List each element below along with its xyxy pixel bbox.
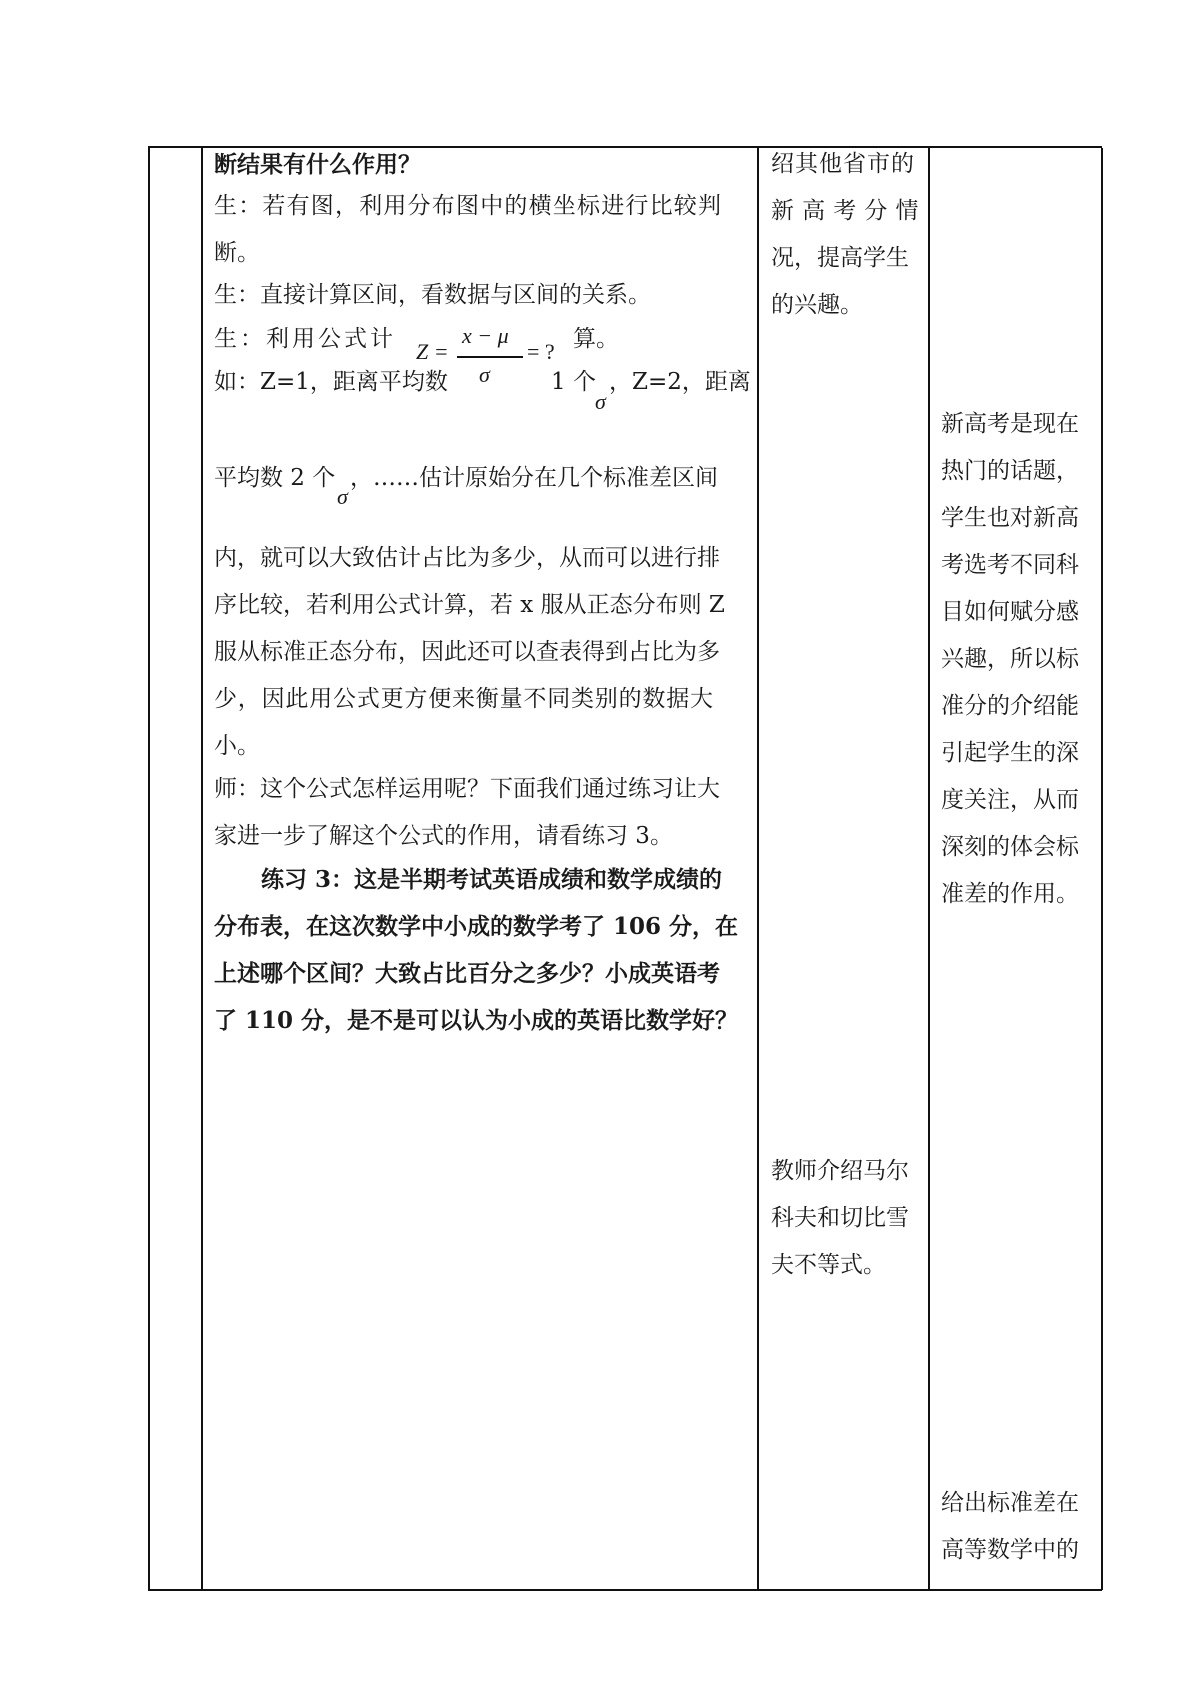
activity-note-1-line-1: 绍其他省市的 <box>771 151 915 177</box>
teacher-line-2: 家进一步了解这个公式的作用，请看练习 3。 <box>214 823 673 849</box>
exercise-3-line-3: 上述哪个区间？大致占比百分之多少？小成英语考 <box>214 960 720 987</box>
fraction-bar <box>457 356 523 358</box>
student-answer-3-suffix: 算。 <box>573 326 619 352</box>
intent-note-1-line-4: 考选考不同科 <box>941 552 1079 578</box>
formula-lhs: Z = <box>416 339 449 364</box>
intent-note-2 <box>941 1480 1096 1574</box>
activity-note-2-line-1: 教师介绍马尔 <box>771 1158 909 1184</box>
student-answer-1-line-1: 生：若有图，利用分布图中的横坐标进行比较判 <box>214 193 723 219</box>
intent-note-2-line-2: 高等数学中的 <box>941 1537 1079 1563</box>
explanation-line-1: 内，就可以大致估计占比为多少，从而可以进行排 <box>214 545 720 571</box>
formula-rhs: = ? <box>527 339 555 364</box>
explanation-line-2: 序比较，若利用公式计算，若 x 服从正态分布则 Z <box>214 592 725 618</box>
intent-note-1-line-1: 新高考是现在 <box>941 411 1079 437</box>
explanation-line-5: 小。 <box>214 733 260 759</box>
explanation-line-3: 服从标准正态分布，因此还可以查表得到占比为多 <box>214 639 720 665</box>
table-border-right <box>1101 148 1103 1590</box>
intent-note-1 <box>941 401 1096 918</box>
activity-note-1 <box>771 141 921 329</box>
table-divider-2 <box>757 148 759 1590</box>
intent-note-1-line-10: 深刻的体会标 <box>941 834 1079 860</box>
activity-note-1-line-3: 况，提高学生 <box>771 245 909 271</box>
student-answer-2: 生：直接计算区间，看数据与区间的关系。 <box>214 282 651 308</box>
intent-note-1-line-8: 引起学生的深 <box>941 740 1079 766</box>
sigma-symbol-2: σ <box>337 484 348 509</box>
exercise-3-line-1: 练习 3：这是半期考试英语成绩和数学成绩的 <box>261 866 723 893</box>
table-border-left <box>148 148 150 1590</box>
example-line-2-a: 平均数 2 个 <box>214 465 336 491</box>
activity-note-1-line-2: 新 高 考 分 情 <box>771 198 919 224</box>
intent-note-1-line-5: 目如何赋分感 <box>941 599 1079 625</box>
question-line: 断结果有什么作用？ <box>214 151 421 178</box>
table-divider-3 <box>928 148 930 1590</box>
table-divider-1 <box>201 148 203 1590</box>
example-line-1-c: ，Z=2，距离 <box>609 369 751 395</box>
formula-numerator: x − μ <box>462 323 509 348</box>
student-answer-1-line-2: 断。 <box>214 240 260 266</box>
formula-denominator: σ <box>479 362 490 387</box>
intent-note-1-line-9: 度关注，从而 <box>941 787 1079 813</box>
intent-note-1-line-6: 兴趣，所以标 <box>941 646 1079 672</box>
intent-note-2-line-1: 给出标准差在 <box>941 1490 1079 1516</box>
intent-note-1-line-7: 准分的介绍能 <box>941 693 1079 719</box>
exercise-3-line-4: 了 110 分，是不是可以认为小成的英语比数学好？ <box>214 1007 739 1034</box>
intent-note-1-line-3: 学生也对新高 <box>941 505 1079 531</box>
example-line-2-b: ，……估计原始分在几个标准差区间 <box>350 465 718 491</box>
activity-note-1-line-4: 的兴趣。 <box>771 292 863 318</box>
teacher-line-1: 师：这个公式怎样运用呢？下面我们通过练习让大 <box>214 776 720 802</box>
intent-note-1-line-2: 热门的话题， <box>941 458 1079 484</box>
activity-note-2-line-2: 科夫和切比雪 <box>771 1205 909 1231</box>
exercise-3-line-2: 分布表，在这次数学中小成的数学考了 106 分，在 <box>214 913 739 940</box>
student-answer-3-prefix: 生：利用公式计 <box>214 326 396 352</box>
example-line-1-b: 1 个 <box>551 369 596 395</box>
activity-note-2 <box>771 1148 921 1289</box>
explanation-line-4: 少，因此用公式更方便来衡量不同类别的数据大 <box>214 686 714 712</box>
table-bottom-border <box>148 1589 1102 1591</box>
sigma-symbol-1: σ <box>595 389 606 414</box>
intent-note-1-line-11: 准差的作用。 <box>941 881 1079 907</box>
activity-note-2-line-3: 夫不等式。 <box>771 1252 886 1278</box>
example-line-1-a: 如：Z=1，距离平均数 <box>214 369 448 395</box>
